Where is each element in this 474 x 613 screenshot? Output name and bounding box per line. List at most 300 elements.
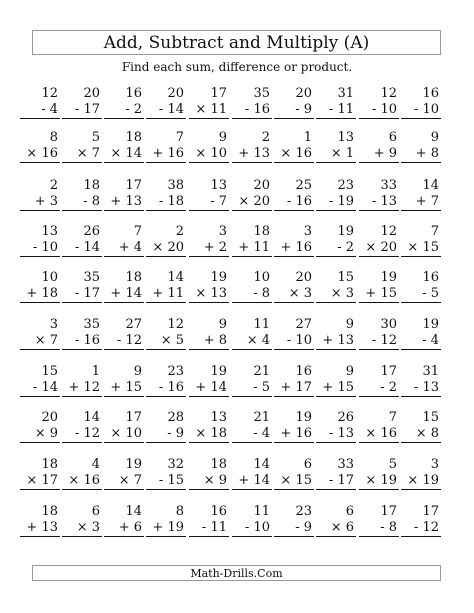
problem: [189, 270, 229, 303]
problem: [62, 86, 102, 119]
problem-operator-number: × 20: [359, 240, 399, 257]
problem-operator-number: × 9: [20, 426, 60, 443]
problem-operator-number: + 13: [232, 146, 272, 163]
problem-operator-number: - 8: [359, 520, 399, 537]
problem-top-number: 19: [295, 410, 312, 425]
problem: [189, 317, 229, 350]
problem-operator-number: × 13: [189, 286, 229, 303]
problem-top-number: 12: [41, 86, 58, 101]
problem: [146, 504, 186, 537]
problem-top-number: 35: [83, 317, 100, 332]
problem: [62, 410, 102, 443]
problem: [401, 364, 441, 397]
problem-top-number: 19: [210, 364, 227, 379]
problem: [232, 364, 272, 397]
problem-operator-number: - 9: [146, 426, 186, 443]
problem: [232, 86, 272, 119]
problem-top-number: 2: [175, 224, 184, 239]
problem: [232, 504, 272, 537]
problem: [20, 270, 60, 303]
problem: [316, 364, 356, 397]
problem-top-number: 16: [422, 270, 439, 285]
problem: [316, 317, 356, 350]
problem: [104, 130, 144, 163]
problem-top-number: 20: [295, 270, 312, 285]
problem-top-number: 31: [422, 364, 439, 379]
problem-top-number: 35: [253, 86, 270, 101]
problem-top-number: 20: [295, 86, 312, 101]
problem-top-number: 15: [422, 410, 439, 425]
problem: [146, 364, 186, 397]
problem-top-number: 12: [380, 86, 397, 101]
problem-operator-number: - 10: [274, 333, 314, 350]
problem-operator-number: - 13: [359, 194, 399, 211]
problem-operator-number: + 8: [189, 333, 229, 350]
problem-top-number: 14: [253, 457, 270, 472]
problem-operator-number: + 7: [401, 194, 441, 211]
problem: [189, 130, 229, 163]
problem: [274, 224, 314, 257]
problem: [20, 457, 60, 490]
problem: [20, 504, 60, 537]
problem: [62, 270, 102, 303]
problem-top-number: 28: [167, 410, 184, 425]
problem: [189, 410, 229, 443]
problem-top-number: 10: [41, 270, 58, 285]
problem: [232, 410, 272, 443]
problem: [274, 270, 314, 303]
problem-operator-number: × 7: [20, 333, 60, 350]
problem-operator-number: - 18: [146, 194, 186, 211]
problem-top-number: 33: [337, 457, 354, 472]
problem: [359, 504, 399, 537]
problem: [104, 224, 144, 257]
problem: [359, 86, 399, 119]
problem-top-number: 20: [167, 86, 184, 101]
problem: [104, 364, 144, 397]
problem-operator-number: × 20: [232, 194, 272, 211]
problem-top-number: 23: [337, 178, 354, 193]
problem-top-number: 9: [430, 130, 439, 145]
problem-operator-number: - 13: [316, 426, 356, 443]
problem-top-number: 9: [345, 364, 354, 379]
problem: [316, 270, 356, 303]
problem-operator-number: - 12: [104, 333, 144, 350]
problem-operator-number: - 9: [274, 102, 314, 119]
problem: [274, 178, 314, 211]
problem-top-number: 35: [83, 270, 100, 285]
problem: [62, 130, 102, 163]
problem-top-number: 3: [303, 224, 312, 239]
problem-top-number: 5: [91, 130, 100, 145]
problem-operator-number: + 13: [316, 333, 356, 350]
problem-operator-number: - 11: [189, 520, 229, 537]
problem-operator-number: + 3: [20, 194, 60, 211]
problem: [359, 317, 399, 350]
problem-operator-number: × 5: [146, 333, 186, 350]
problem-operator-number: + 16: [274, 240, 314, 257]
problem: [359, 364, 399, 397]
problem-top-number: 13: [210, 178, 227, 193]
problem-operator-number: × 16: [274, 146, 314, 163]
problem: [316, 224, 356, 257]
problem-top-number: 23: [295, 504, 312, 519]
problem-top-number: 2: [49, 178, 58, 193]
problem-top-number: 7: [133, 224, 142, 239]
problem: [274, 130, 314, 163]
problem-operator-number: × 10: [189, 146, 229, 163]
problem-top-number: 16: [295, 364, 312, 379]
problem-top-number: 9: [218, 317, 227, 332]
problem-top-number: 18: [125, 270, 142, 285]
problem: [20, 130, 60, 163]
problem-operator-number: - 16: [274, 194, 314, 211]
problem: [359, 410, 399, 443]
problem-top-number: 32: [167, 457, 184, 472]
problem-top-number: 16: [210, 504, 227, 519]
problem-operator-number: × 3: [62, 520, 102, 537]
problem-top-number: 21: [253, 364, 270, 379]
problem-operator-number: - 10: [232, 520, 272, 537]
problem-operator-number: + 19: [146, 520, 186, 537]
problem-operator-number: - 4: [401, 333, 441, 350]
problem-top-number: 1: [303, 130, 312, 145]
problem-operator-number: × 20: [146, 240, 186, 257]
problem: [401, 457, 441, 490]
problem-top-number: 20: [253, 178, 270, 193]
problem-top-number: 27: [125, 317, 142, 332]
problem-top-number: 10: [253, 270, 270, 285]
problem-operator-number: × 19: [359, 473, 399, 490]
problem-operator-number: - 19: [316, 194, 356, 211]
problem-operator-number: - 2: [316, 240, 356, 257]
problem-operator-number: - 8: [232, 286, 272, 303]
problem-operator-number: + 9: [359, 146, 399, 163]
problem: [401, 270, 441, 303]
problem-top-number: 17: [380, 364, 397, 379]
problem-operator-number: - 10: [401, 102, 441, 119]
problem-top-number: 20: [83, 86, 100, 101]
problem: [189, 457, 229, 490]
problem-operator-number: + 13: [20, 520, 60, 537]
footer-box: [32, 565, 441, 581]
problem: [189, 178, 229, 211]
problem-top-number: 26: [337, 410, 354, 425]
problem-top-number: 14: [422, 178, 439, 193]
problem-operator-number: + 16: [146, 146, 186, 163]
problem-top-number: 15: [337, 270, 354, 285]
problem-operator-number: × 9: [189, 473, 229, 490]
problem-operator-number: - 10: [20, 240, 60, 257]
problem: [62, 457, 102, 490]
problem-top-number: 8: [175, 504, 184, 519]
problem-top-number: 27: [295, 317, 312, 332]
problem-operator-number: × 19: [401, 473, 441, 490]
problem-top-number: 23: [167, 364, 184, 379]
problem: [359, 178, 399, 211]
problem-top-number: 19: [422, 317, 439, 332]
problem: [62, 317, 102, 350]
problem-top-number: 7: [175, 130, 184, 145]
problem: [189, 364, 229, 397]
problem: [274, 410, 314, 443]
problem-top-number: 18: [125, 130, 142, 145]
problem-operator-number: + 11: [146, 286, 186, 303]
problem-top-number: 12: [380, 224, 397, 239]
problem-operator-number: × 7: [104, 473, 144, 490]
problem-top-number: 18: [253, 224, 270, 239]
problem: [146, 317, 186, 350]
problem-operator-number: - 5: [401, 286, 441, 303]
problem-operator-number: - 4: [232, 426, 272, 443]
problem-operator-number: + 14: [189, 380, 229, 397]
problem-operator-number: × 8: [401, 426, 441, 443]
instructions: Find each sum, difference or product.: [121, 60, 353, 74]
problem: [316, 457, 356, 490]
problem-operator-number: × 11: [189, 102, 229, 119]
problem: [20, 364, 60, 397]
problem-top-number: 33: [380, 178, 397, 193]
problem-operator-number: × 17: [20, 473, 60, 490]
problem-operator-number: - 11: [316, 102, 356, 119]
problem: [359, 130, 399, 163]
problem: [401, 224, 441, 257]
problem: [232, 224, 272, 257]
problem: [401, 410, 441, 443]
problem-top-number: 15: [41, 364, 58, 379]
problem-top-number: 16: [422, 86, 439, 101]
problem: [232, 130, 272, 163]
problem-top-number: 16: [125, 86, 142, 101]
problem: [274, 86, 314, 119]
problem-operator-number: + 17: [274, 380, 314, 397]
problem-top-number: 14: [167, 270, 184, 285]
problem: [20, 178, 60, 211]
problem-operator-number: + 14: [104, 286, 144, 303]
problem-operator-number: + 15: [104, 380, 144, 397]
problem-top-number: 9: [345, 317, 354, 332]
problem-operator-number: + 15: [316, 380, 356, 397]
problem-top-number: 2: [261, 130, 270, 145]
problem: [20, 317, 60, 350]
problem-top-number: 25: [295, 178, 312, 193]
problem: [274, 504, 314, 537]
problem: [189, 86, 229, 119]
problem-operator-number: + 16: [274, 426, 314, 443]
problem: [146, 130, 186, 163]
problem: [232, 178, 272, 211]
problem-top-number: 38: [167, 178, 184, 193]
problem-operator-number: × 16: [20, 146, 60, 163]
problem: [359, 224, 399, 257]
problem: [146, 457, 186, 490]
problem-top-number: 17: [125, 410, 142, 425]
problem-operator-number: × 4: [232, 333, 272, 350]
problem: [316, 130, 356, 163]
problem: [232, 457, 272, 490]
problem-operator-number: × 18: [189, 426, 229, 443]
problem: [401, 86, 441, 119]
problem: [146, 178, 186, 211]
problem: [146, 270, 186, 303]
problem: [274, 364, 314, 397]
problem-operator-number: - 16: [232, 102, 272, 119]
problem-operator-number: + 13: [104, 194, 144, 211]
problem-top-number: 20: [41, 410, 58, 425]
problem: [274, 457, 314, 490]
problem-top-number: 7: [430, 224, 439, 239]
problem-operator-number: + 6: [104, 520, 144, 537]
page-title: Add, Subtract and Multiply (A): [103, 32, 370, 53]
problem-operator-number: + 12: [62, 380, 102, 397]
problem-operator-number: + 15: [359, 286, 399, 303]
problem: [316, 504, 356, 537]
problem-top-number: 1: [91, 364, 100, 379]
problem-top-number: 3: [49, 317, 58, 332]
problem-operator-number: - 15: [146, 473, 186, 490]
problem: [401, 504, 441, 537]
problem-top-number: 17: [380, 504, 397, 519]
problem-top-number: 9: [133, 364, 142, 379]
problem-top-number: 3: [218, 224, 227, 239]
problem-operator-number: + 11: [232, 240, 272, 257]
problem: [62, 178, 102, 211]
problem-operator-number: × 15: [401, 240, 441, 257]
problem-top-number: 21: [253, 410, 270, 425]
problem: [104, 270, 144, 303]
problem-operator-number: × 3: [274, 286, 314, 303]
problem: [104, 410, 144, 443]
problem-top-number: 5: [388, 457, 397, 472]
problem-operator-number: - 7: [189, 194, 229, 211]
problem-operator-number: + 2: [189, 240, 229, 257]
problem-operator-number: - 2: [104, 102, 144, 119]
problem-operator-number: + 14: [232, 473, 272, 490]
problem: [189, 504, 229, 537]
problem-top-number: 6: [303, 457, 312, 472]
problem-operator-number: - 9: [274, 520, 314, 537]
problem-operator-number: × 3: [316, 286, 356, 303]
problem-top-number: 18: [83, 178, 100, 193]
problem-operator-number: × 10: [104, 426, 144, 443]
problem-operator-number: - 17: [316, 473, 356, 490]
problem-top-number: 17: [125, 178, 142, 193]
problem: [146, 224, 186, 257]
problem: [274, 317, 314, 350]
problem-top-number: 31: [337, 86, 354, 101]
problem-top-number: 19: [380, 270, 397, 285]
problem-operator-number: - 5: [232, 380, 272, 397]
problem: [104, 178, 144, 211]
problem-top-number: 19: [210, 270, 227, 285]
problem: [359, 457, 399, 490]
problem-top-number: 7: [388, 410, 397, 425]
problem: [232, 317, 272, 350]
problem-top-number: 6: [345, 504, 354, 519]
problem-top-number: 6: [91, 504, 100, 519]
problem: [104, 86, 144, 119]
problem-top-number: 12: [167, 317, 184, 332]
problem-top-number: 19: [337, 224, 354, 239]
problem-operator-number: - 17: [62, 286, 102, 303]
problem-operator-number: × 14: [104, 146, 144, 163]
problem-operator-number: × 16: [359, 426, 399, 443]
problem-top-number: 3: [430, 457, 439, 472]
problem: [232, 270, 272, 303]
problem-operator-number: × 16: [62, 473, 102, 490]
problem-operator-number: × 6: [316, 520, 356, 537]
problem-top-number: 18: [41, 504, 58, 519]
problem-operator-number: - 8: [62, 194, 102, 211]
problem: [20, 86, 60, 119]
problem-operator-number: - 12: [359, 333, 399, 350]
problem-top-number: 6: [388, 130, 397, 145]
problem-top-number: 11: [253, 504, 270, 519]
problem-top-number: 14: [83, 410, 100, 425]
problem: [146, 86, 186, 119]
problem: [359, 270, 399, 303]
problem-top-number: 26: [83, 224, 100, 239]
problem: [316, 86, 356, 119]
problem-operator-number: - 4: [20, 102, 60, 119]
problem: [316, 178, 356, 211]
problem-top-number: 30: [380, 317, 397, 332]
problem-operator-number: + 4: [104, 240, 144, 257]
footer-credit: Math-Drills.Com: [190, 566, 283, 580]
problem: [104, 457, 144, 490]
problem-operator-number: - 14: [62, 240, 102, 257]
problem: [316, 410, 356, 443]
problem: [104, 504, 144, 537]
problem: [401, 178, 441, 211]
problem-top-number: 8: [49, 130, 58, 145]
problem-operator-number: × 1: [316, 146, 356, 163]
problem-operator-number: - 16: [62, 333, 102, 350]
problem-operator-number: - 17: [62, 102, 102, 119]
problem: [401, 130, 441, 163]
problem-operator-number: - 12: [401, 520, 441, 537]
problem-top-number: 13: [210, 410, 227, 425]
problem-operator-number: - 16: [146, 380, 186, 397]
problem-top-number: 13: [337, 130, 354, 145]
problem-top-number: 18: [41, 457, 58, 472]
problem-top-number: 9: [218, 130, 227, 145]
problem: [401, 317, 441, 350]
problem-top-number: 17: [422, 504, 439, 519]
problem: [20, 410, 60, 443]
problem-top-number: 14: [125, 504, 142, 519]
problem-operator-number: + 18: [20, 286, 60, 303]
problem: [62, 504, 102, 537]
problem-operator-number: - 10: [359, 102, 399, 119]
problem-operator-number: - 2: [359, 380, 399, 397]
problem-operator-number: - 14: [146, 102, 186, 119]
problem-operator-number: × 7: [62, 146, 102, 163]
problem-top-number: 17: [210, 86, 227, 101]
problem: [62, 364, 102, 397]
problem-operator-number: + 8: [401, 146, 441, 163]
problem-top-number: 19: [125, 457, 142, 472]
problem: [189, 224, 229, 257]
problem-top-number: 18: [210, 457, 227, 472]
problem-operator-number: - 14: [20, 380, 60, 397]
problem-top-number: 11: [253, 317, 270, 332]
problem: [62, 224, 102, 257]
problem-operator-number: - 13: [401, 380, 441, 397]
problem: [104, 317, 144, 350]
problem-operator-number: × 15: [274, 473, 314, 490]
problem-top-number: 4: [91, 457, 100, 472]
